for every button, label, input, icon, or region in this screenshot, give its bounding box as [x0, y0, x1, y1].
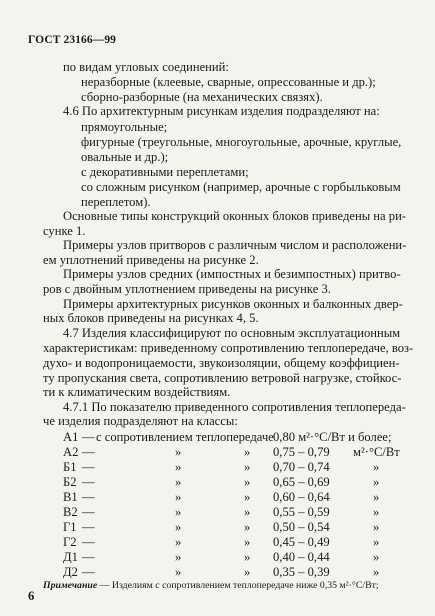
- text-line: духо- и водопроницаемости, звукоизоляции, общему коэффициен-: [43, 356, 400, 370]
- ditto-mark: »: [244, 505, 251, 519]
- ditto-mark: »: [244, 445, 251, 459]
- class-unit: »: [373, 505, 380, 519]
- text-line: ем уплотнений приведены на рисунке 2.: [43, 253, 259, 267]
- text-line: Основные типы конструкций оконных блоков приведены на ри-: [63, 209, 407, 223]
- class-range: 0,80 м²·°С/Вт и более;: [273, 430, 392, 444]
- class-row: [0, 550, 435, 565]
- class-dash: —: [82, 475, 95, 489]
- class-code: Д2: [63, 565, 78, 579]
- text-line: по видам угловых соединений:: [63, 60, 229, 74]
- text-line: характеристикам: приведенному сопротивлению теплопередаче, воз-: [43, 341, 414, 355]
- note-line: [43, 580, 379, 592]
- class-row: [0, 445, 435, 460]
- ditto-mark: »: [175, 520, 182, 534]
- class-unit: »: [373, 550, 380, 564]
- class-row: [0, 520, 435, 535]
- class-range: 0,50 – 0,54: [273, 520, 330, 534]
- class-range: 0,55 – 0,59: [273, 505, 330, 519]
- ditto-mark: »: [175, 565, 182, 579]
- text-line: ных блоков приведены на рисунках 4, 5.: [43, 311, 259, 325]
- class-code: А1: [63, 430, 79, 444]
- ditto-mark: »: [175, 490, 182, 504]
- ditto-mark: »: [175, 535, 182, 549]
- text-line: сборно-разборные (на механических связях).: [81, 90, 323, 104]
- class-unit: »: [373, 520, 380, 534]
- class-unit: м²·°С/Вт: [353, 445, 400, 459]
- class-unit: »: [373, 475, 380, 489]
- class-dash: —: [82, 445, 95, 459]
- class-dash: —: [82, 550, 95, 564]
- class-range: 0,35 – 0,39: [273, 565, 330, 579]
- class-unit: »: [373, 565, 380, 579]
- class-code: Д1: [63, 550, 78, 564]
- class-range: 0,60 – 0,64: [273, 490, 330, 504]
- text-line: Примеры узлов притворов с различным числом и расположени-: [63, 238, 407, 252]
- document-header: ГОСТ 23166—99: [28, 34, 117, 46]
- text-line: со сложным рисунком (например, арочные с горбыльковым: [81, 180, 401, 194]
- class-code: А2: [63, 445, 79, 459]
- text-line: Примеры архитектурных рисунков оконных и балконных двер-: [63, 297, 403, 311]
- class-dash: —: [82, 490, 95, 504]
- text-line: ров с двойным уплотнением приведены на рисунке 3.: [43, 282, 331, 296]
- text-line: фигурные (треугольные, многоугольные, арочные, круглые,: [81, 135, 402, 149]
- ditto-mark: »: [175, 550, 182, 564]
- text-line: ти к климатическим воздействиям.: [43, 385, 231, 399]
- text-line: 4.7.1 По показателю приведенного сопротивления теплопереда-: [63, 400, 406, 414]
- class-unit: »: [373, 535, 380, 549]
- text-line: сунке 1.: [43, 224, 86, 238]
- class-dash: —: [82, 565, 95, 579]
- class-range: 0,70 – 0,74: [273, 460, 330, 474]
- text-line: переплетом).: [81, 195, 151, 209]
- class-code: Б1: [63, 460, 77, 474]
- class-unit: »: [373, 490, 380, 504]
- text-line: неразборные (клеевые, сварные, опрессованные и др.);: [81, 75, 376, 89]
- text-line: овальные и др.);: [81, 150, 169, 164]
- ditto-mark: »: [244, 535, 251, 549]
- class-row: [0, 565, 435, 580]
- text-line: 4.7 Изделия классифицируют по основным эксплуатационным: [63, 326, 401, 340]
- class-dash: —: [82, 460, 95, 474]
- class-range: 0,75 – 0,79: [273, 445, 330, 459]
- class-code: Г2: [63, 535, 77, 549]
- ditto-mark: »: [175, 475, 182, 489]
- class-row: [0, 490, 435, 505]
- ditto-mark: »: [244, 565, 251, 579]
- text-line: прямоугольные;: [81, 120, 168, 134]
- class-dash: —: [82, 430, 95, 444]
- ditto-mark: »: [244, 520, 251, 534]
- class-description: с сопротивлением теплопередаче: [96, 430, 274, 444]
- class-range: 0,65 – 0,69: [273, 475, 330, 489]
- class-row: [0, 460, 435, 475]
- ditto-mark: »: [244, 460, 251, 474]
- class-dash: —: [82, 520, 95, 534]
- ditto-mark: »: [244, 490, 251, 504]
- class-row: [0, 505, 435, 520]
- class-code: Г1: [63, 520, 77, 534]
- text-line: Примеры узлов средних (импостных и безимпостных) притво-: [63, 267, 401, 281]
- class-dash: —: [82, 505, 95, 519]
- text-line: че изделия подразделяют на классы:: [43, 414, 238, 428]
- class-unit: »: [373, 460, 380, 474]
- class-code: В1: [63, 490, 78, 504]
- page-number: 6: [28, 589, 35, 603]
- ditto-mark: »: [175, 460, 182, 474]
- ditto-mark: »: [244, 475, 251, 489]
- ditto-mark: »: [175, 505, 182, 519]
- class-code: Б2: [63, 475, 77, 489]
- class-row: [0, 430, 435, 445]
- text-line: ту пропускания света, сопротивлению ветровой нагрузке, стойкос-: [43, 371, 402, 385]
- class-code: В2: [63, 505, 78, 519]
- class-range: 0,40 – 0,44: [273, 550, 330, 564]
- note-text: — Изделиям с сопротивлением теплопередаче ниже 0,35 м²·°С/Вт;: [97, 580, 379, 591]
- class-dash: —: [82, 535, 95, 549]
- text-line: 4.6 По архитектурным рисункам изделия подразделяют на:: [63, 104, 380, 118]
- text-line: с декоративными переплетами;: [81, 165, 249, 179]
- class-range: 0,45 – 0,49: [273, 535, 330, 549]
- ditto-mark: »: [244, 550, 251, 564]
- ditto-mark: »: [175, 445, 182, 459]
- class-row: [0, 535, 435, 550]
- note-label: Примечание: [43, 580, 98, 591]
- class-row: [0, 475, 435, 490]
